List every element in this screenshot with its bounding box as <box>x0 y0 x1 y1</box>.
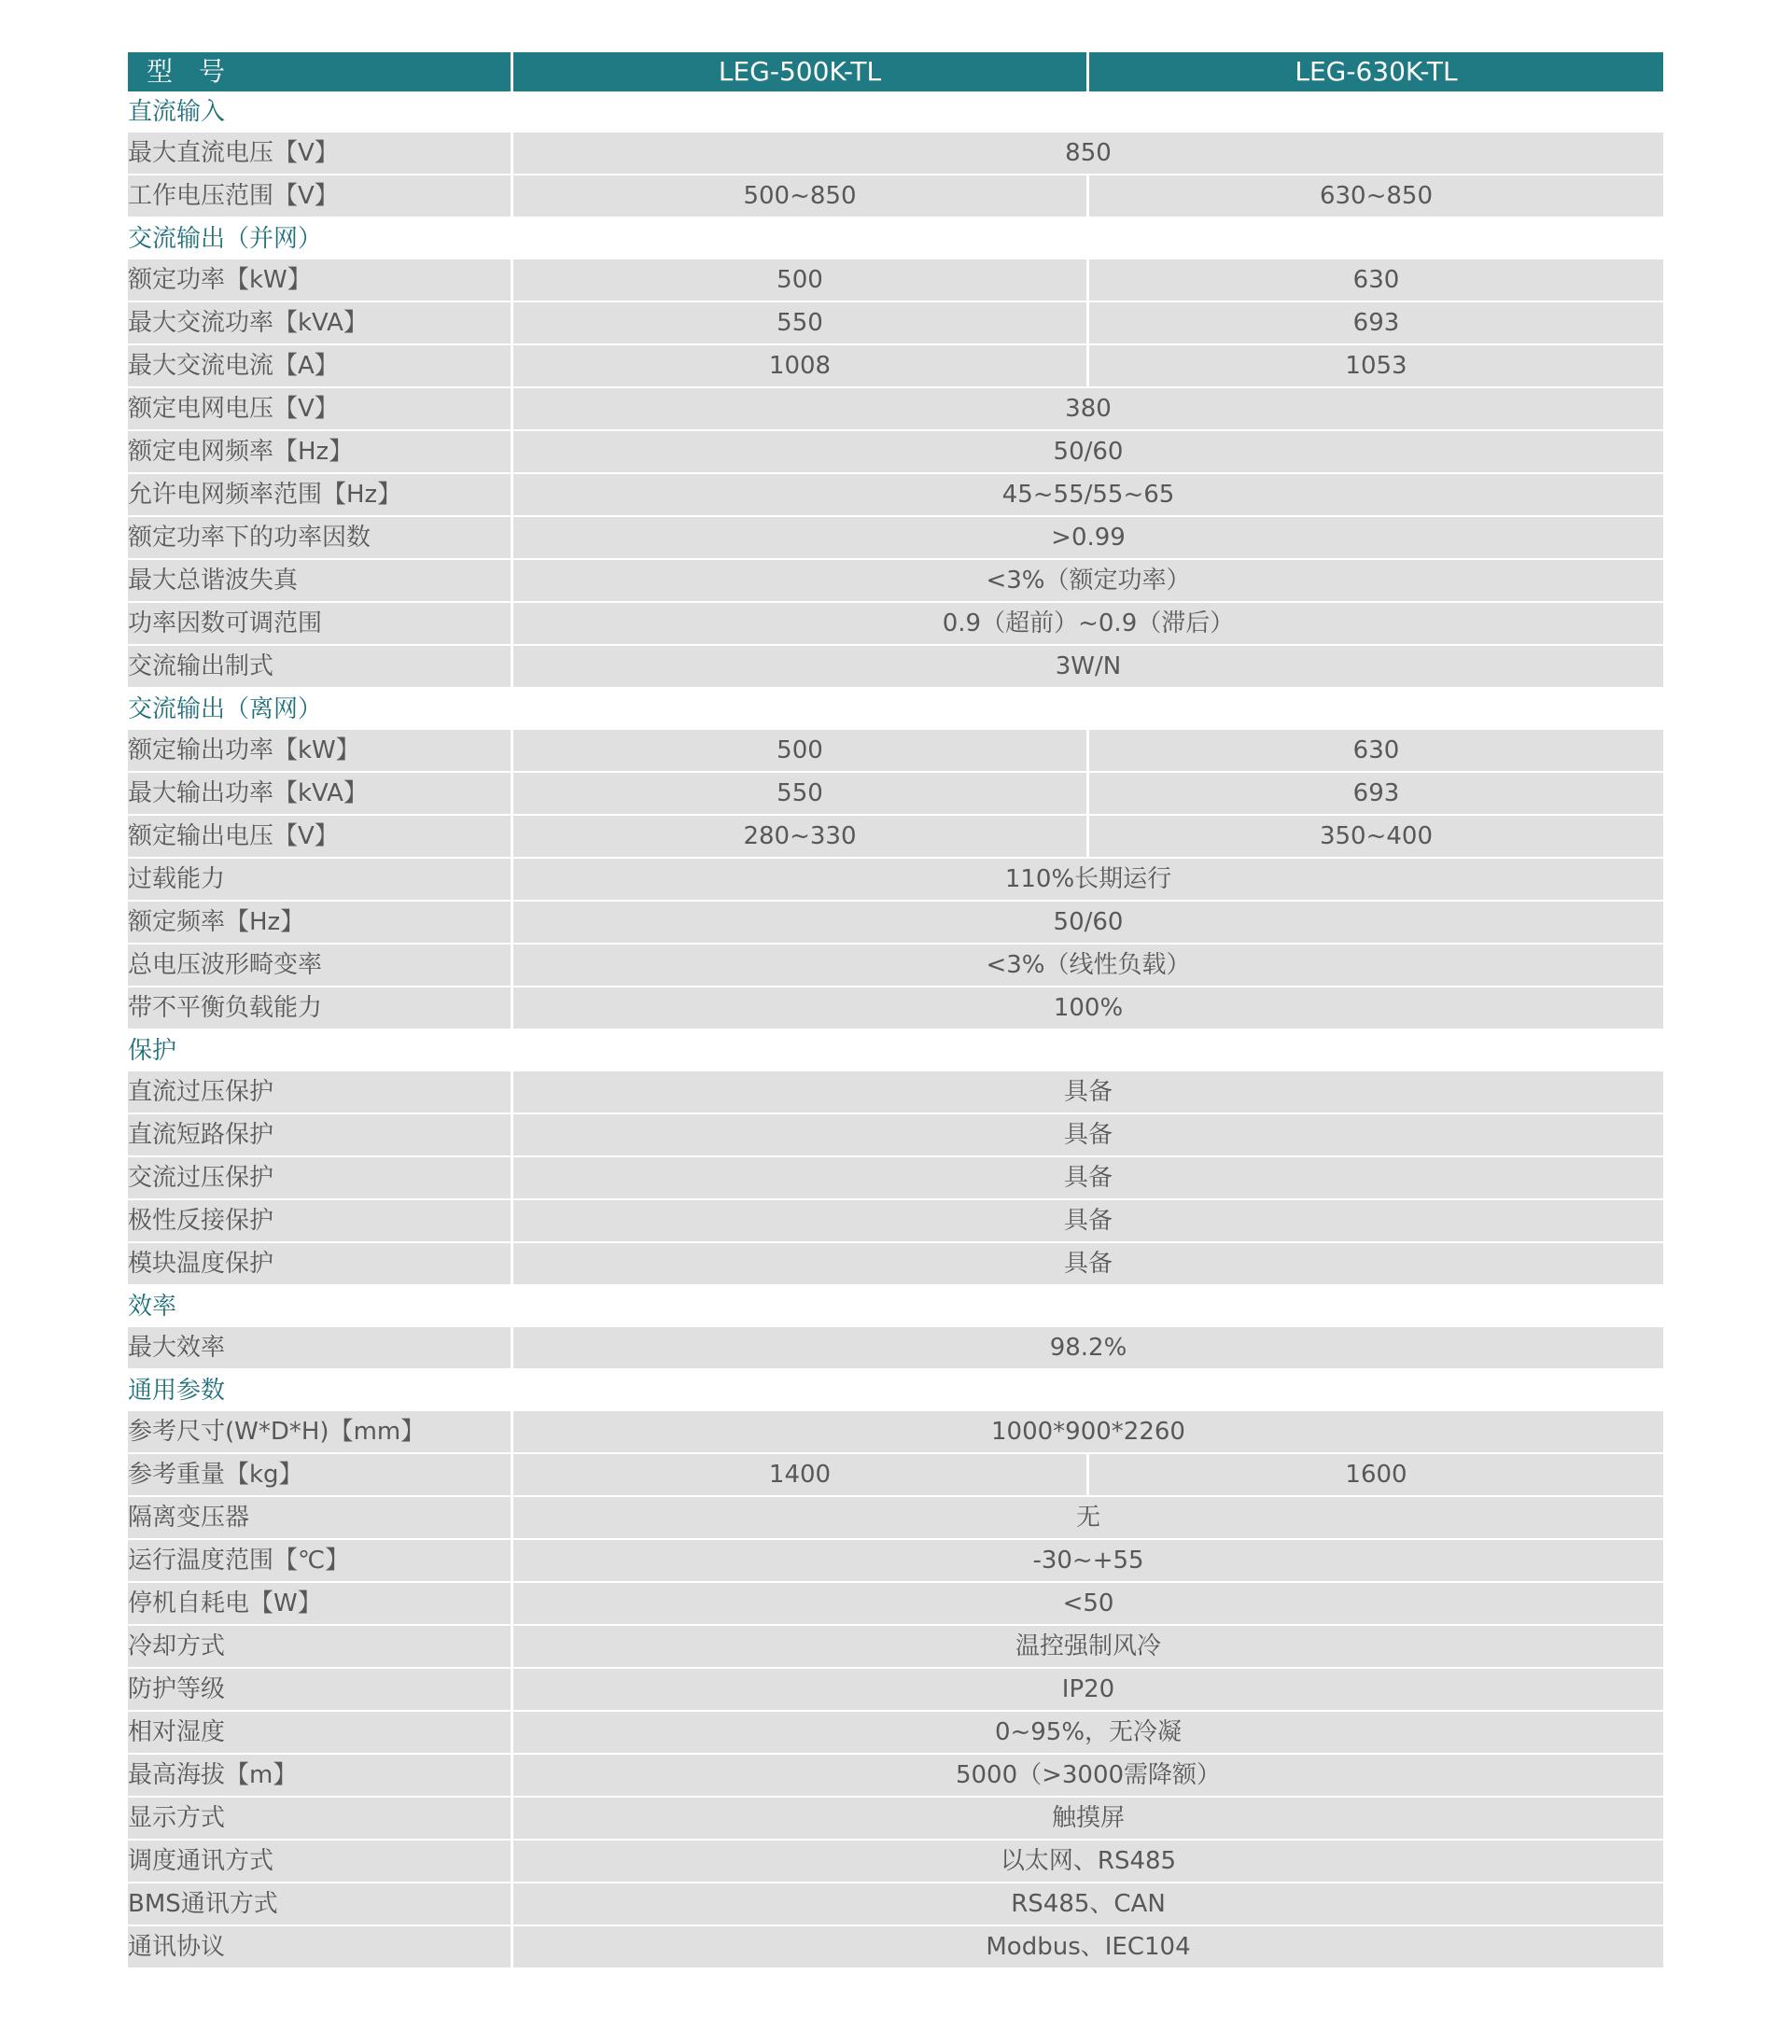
row-value-shared: 温控强制风冷 <box>511 1626 1663 1669</box>
table-row <box>128 646 1663 689</box>
row-label: 冷却方式 <box>128 1626 511 1669</box>
row-label: 最大交流电流【A】 <box>128 345 511 388</box>
header-model-a: LEG-500K-TL <box>511 52 1086 91</box>
row-value-model-b: 630 <box>1086 730 1663 773</box>
section-title: 保护 <box>128 1030 1663 1071</box>
row-value-shared: Modbus、IEC104 <box>511 1926 1663 1969</box>
row-label: 显示方式 <box>128 1798 511 1841</box>
section-row <box>128 1030 1663 1071</box>
table-row <box>128 1157 1663 1200</box>
row-value-shared: 0.9（超前）~0.9（滞后） <box>511 603 1663 646</box>
section-title: 交流输出（并网） <box>128 218 1663 259</box>
row-label: 隔离变压器 <box>128 1497 511 1540</box>
row-label: 总电压波形畸变率 <box>128 945 511 987</box>
row-value-model-a: 1400 <box>511 1454 1086 1497</box>
row-label: 最大输出功率【kVA】 <box>128 773 511 816</box>
table-row <box>128 773 1663 816</box>
row-value-shared: 5000（>3000需降额） <box>511 1755 1663 1798</box>
row-label: BMS通讯方式 <box>128 1883 511 1926</box>
row-label: 相对湿度 <box>128 1712 511 1755</box>
row-value-shared: 具备 <box>511 1071 1663 1114</box>
row-label: 停机自耗电【W】 <box>128 1583 511 1626</box>
table-row <box>128 1755 1663 1798</box>
row-label: 过载能力 <box>128 859 511 902</box>
table-row <box>128 945 1663 987</box>
table-row <box>128 603 1663 646</box>
row-value-shared: IP20 <box>511 1669 1663 1712</box>
row-value-model-a: 500 <box>511 730 1086 773</box>
row-value-shared: 50/60 <box>511 902 1663 945</box>
row-value-shared: 50/60 <box>511 431 1663 474</box>
section-row <box>128 1370 1663 1411</box>
table-row <box>128 816 1663 859</box>
section-row <box>128 218 1663 259</box>
row-value-model-b: 350~400 <box>1086 816 1663 859</box>
table-row <box>128 1200 1663 1243</box>
row-label: 防护等级 <box>128 1669 511 1712</box>
table-row <box>128 259 1663 302</box>
table-row <box>128 859 1663 902</box>
table-row <box>128 302 1663 345</box>
row-label: 最大总谐波失真 <box>128 560 511 603</box>
table-row <box>128 431 1663 474</box>
table-row <box>128 730 1663 773</box>
table-row <box>128 1926 1663 1969</box>
row-value-model-b: 693 <box>1086 302 1663 345</box>
row-value-shared: 以太网、RS485 <box>511 1841 1663 1883</box>
row-label: 通讯协议 <box>128 1926 511 1969</box>
row-value-model-b: 630~850 <box>1086 175 1663 218</box>
section-title: 通用参数 <box>128 1370 1663 1411</box>
row-value-shared: 100% <box>511 987 1663 1030</box>
section-title: 效率 <box>128 1286 1663 1327</box>
row-value-shared: 具备 <box>511 1114 1663 1157</box>
row-value-shared: 具备 <box>511 1243 1663 1286</box>
table-row <box>128 1583 1663 1626</box>
row-value-shared: -30~+55 <box>511 1540 1663 1583</box>
row-value-shared: RS485、CAN <box>511 1883 1663 1926</box>
row-value-model-a: 550 <box>511 773 1086 816</box>
table-row <box>128 175 1663 218</box>
table-row <box>128 1669 1663 1712</box>
section-title: 交流输出（离网） <box>128 689 1663 730</box>
row-label: 带不平衡负载能力 <box>128 987 511 1030</box>
row-label: 额定功率【kW】 <box>128 259 511 302</box>
row-label: 参考尺寸(W*D*H)【mm】 <box>128 1411 511 1454</box>
row-value-shared: 3W/N <box>511 646 1663 689</box>
table-row <box>128 1798 1663 1841</box>
table-row <box>128 1454 1663 1497</box>
row-label: 额定频率【Hz】 <box>128 902 511 945</box>
row-value-shared: >0.99 <box>511 517 1663 560</box>
row-label: 运行温度范围【℃】 <box>128 1540 511 1583</box>
row-value-model-a: 1008 <box>511 345 1086 388</box>
row-value-shared: 无 <box>511 1497 1663 1540</box>
table-row <box>128 1114 1663 1157</box>
header-label: 型号 <box>128 52 511 91</box>
row-label: 额定输出电压【V】 <box>128 816 511 859</box>
row-label: 额定电网电压【V】 <box>128 388 511 431</box>
row-value-shared: 0~95%，无冷凝 <box>511 1712 1663 1755</box>
row-value-shared: 110%长期运行 <box>511 859 1663 902</box>
row-label: 工作电压范围【V】 <box>128 175 511 218</box>
row-label: 极性反接保护 <box>128 1200 511 1243</box>
row-value-shared: 45~55/55~65 <box>511 474 1663 517</box>
row-value-model-b: 630 <box>1086 259 1663 302</box>
table-row <box>128 345 1663 388</box>
row-label: 交流输出制式 <box>128 646 511 689</box>
table-row <box>128 388 1663 431</box>
header-model-b: LEG-630K-TL <box>1086 52 1663 91</box>
row-label: 最大直流电压【V】 <box>128 133 511 175</box>
section-row <box>128 91 1663 133</box>
row-label: 额定输出功率【kW】 <box>128 730 511 773</box>
section-title: 直流输入 <box>128 91 1663 133</box>
table-row <box>128 517 1663 560</box>
row-value-shared: <50 <box>511 1583 1663 1626</box>
row-label: 最大效率 <box>128 1327 511 1370</box>
row-label: 额定电网频率【Hz】 <box>128 431 511 474</box>
spec-table <box>128 52 1663 1969</box>
table-row <box>128 133 1663 175</box>
row-value-shared: 98.2% <box>511 1327 1663 1370</box>
row-label: 功率因数可调范围 <box>128 603 511 646</box>
row-value-shared: <3%（线性负载） <box>511 945 1663 987</box>
table-row <box>128 1411 1663 1454</box>
row-value-model-b: 1053 <box>1086 345 1663 388</box>
row-label: 允许电网频率范围【Hz】 <box>128 474 511 517</box>
table-row <box>128 1540 1663 1583</box>
row-value-shared: 触摸屏 <box>511 1798 1663 1841</box>
row-label: 额定功率下的功率因数 <box>128 517 511 560</box>
table-row <box>128 1327 1663 1370</box>
table-row <box>128 1712 1663 1755</box>
row-value-shared: 850 <box>511 133 1663 175</box>
table-row <box>128 560 1663 603</box>
table-row <box>128 1071 1663 1114</box>
row-value-shared: 具备 <box>511 1157 1663 1200</box>
row-label: 直流过压保护 <box>128 1071 511 1114</box>
row-value-model-a: 280~330 <box>511 816 1086 859</box>
table-row <box>128 1883 1663 1926</box>
row-value-model-a: 550 <box>511 302 1086 345</box>
row-label: 交流过压保护 <box>128 1157 511 1200</box>
row-label: 最高海拔【m】 <box>128 1755 511 1798</box>
section-row <box>128 689 1663 730</box>
row-value-model-a: 500~850 <box>511 175 1086 218</box>
row-value-shared: 380 <box>511 388 1663 431</box>
spec-body <box>128 91 1663 1969</box>
table-row <box>128 987 1663 1030</box>
row-value-model-b: 693 <box>1086 773 1663 816</box>
table-row <box>128 1626 1663 1669</box>
header-row <box>128 52 1663 91</box>
section-row <box>128 1286 1663 1327</box>
table-row <box>128 1243 1663 1286</box>
row-value-shared: 具备 <box>511 1200 1663 1243</box>
row-value-shared: <3%（额定功率） <box>511 560 1663 603</box>
row-label: 模块温度保护 <box>128 1243 511 1286</box>
row-value-model-b: 1600 <box>1086 1454 1663 1497</box>
row-value-model-a: 500 <box>511 259 1086 302</box>
row-label: 最大交流功率【kVA】 <box>128 302 511 345</box>
row-label: 参考重量【kg】 <box>128 1454 511 1497</box>
row-label: 直流短路保护 <box>128 1114 511 1157</box>
table-row <box>128 1497 1663 1540</box>
table-row <box>128 474 1663 517</box>
table-row <box>128 902 1663 945</box>
table-row <box>128 1841 1663 1883</box>
row-label: 调度通讯方式 <box>128 1841 511 1883</box>
row-value-shared: 1000*900*2260 <box>511 1411 1663 1454</box>
